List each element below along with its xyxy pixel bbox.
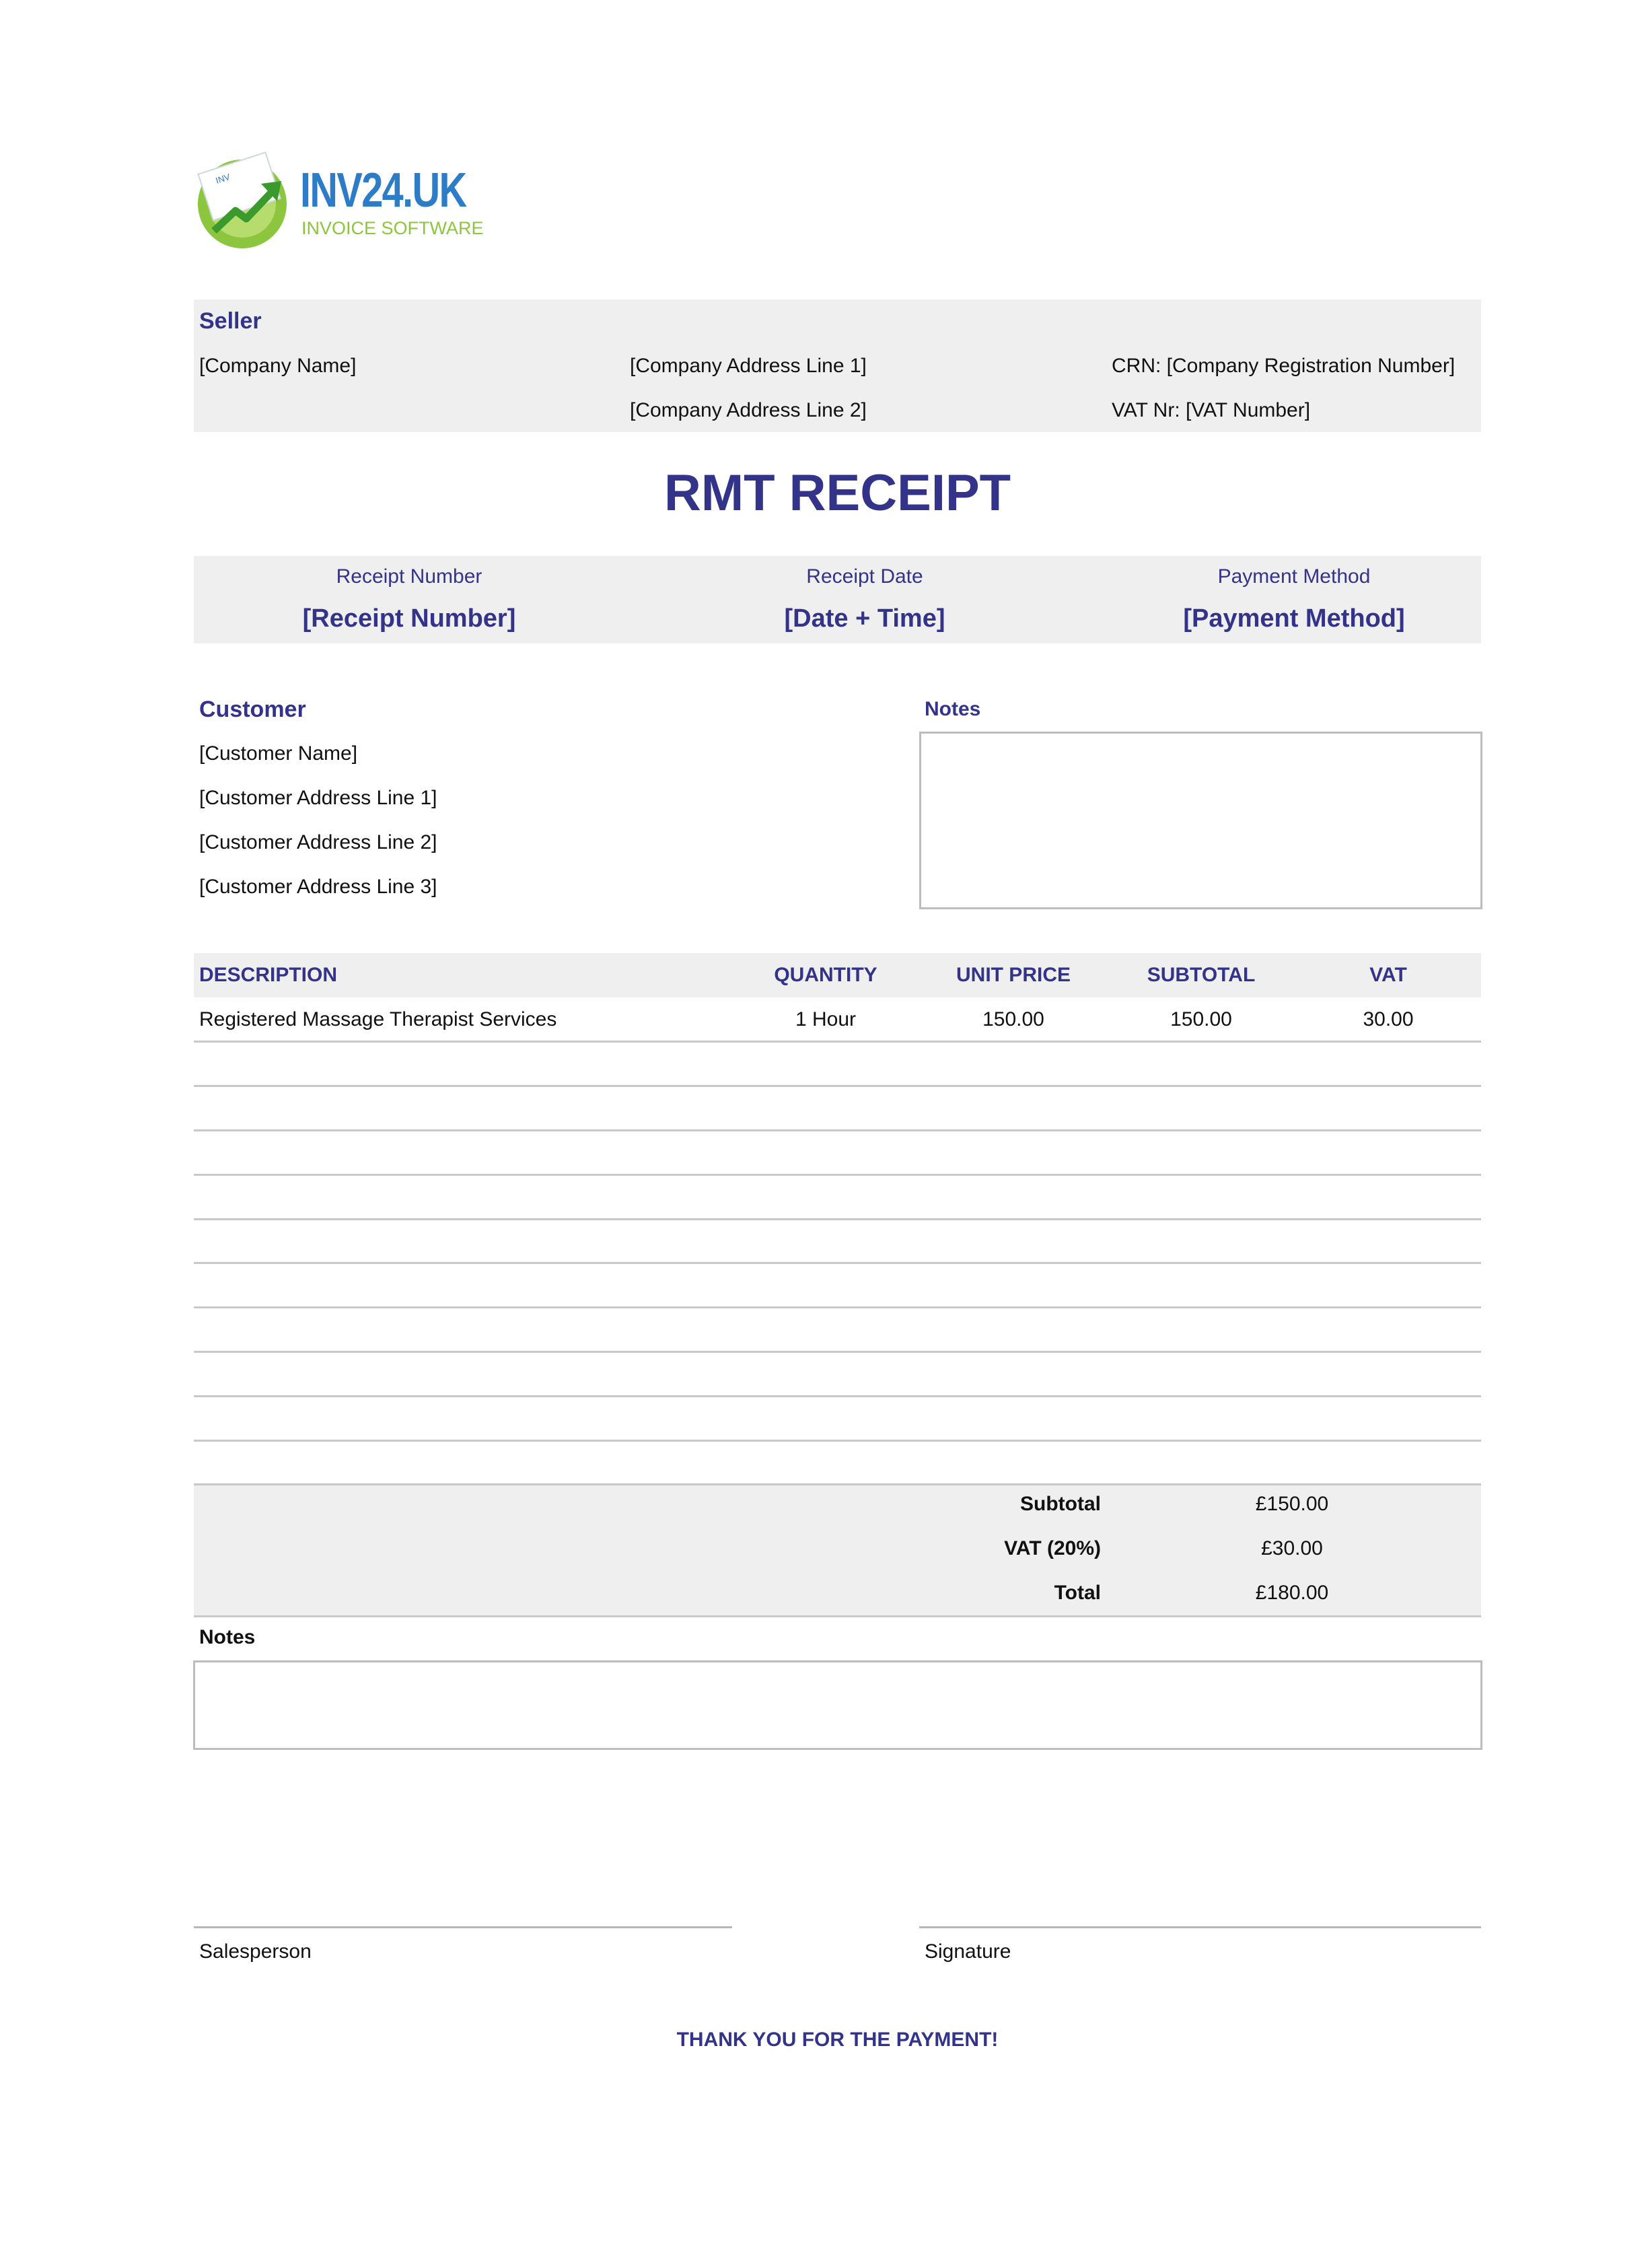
total-label: Total xyxy=(1054,1582,1101,1604)
vat-value: £30.00 xyxy=(1261,1537,1323,1559)
row-divider xyxy=(194,1306,1481,1308)
col-description-header: DESCRIPTION xyxy=(199,964,338,986)
receipt-date-value: [Date + Time] xyxy=(784,604,945,633)
col-subtotal-header: SUBTOTAL xyxy=(1147,964,1256,986)
logo-brand: INV24.UK xyxy=(300,164,466,217)
col-quantity-header: QUANTITY xyxy=(774,964,877,986)
seller-address-line1: [Company Address Line 1] xyxy=(630,355,867,377)
customer-address-line2: [Customer Address Line 2] xyxy=(199,831,437,853)
seller-company-name: [Company Name] xyxy=(199,355,357,377)
row-divider xyxy=(194,1440,1481,1442)
notes-bottom-label: Notes xyxy=(199,1626,256,1648)
seller-address-line2: [Company Address Line 2] xyxy=(630,399,867,421)
total-value: £180.00 xyxy=(1255,1582,1329,1604)
totals-top-line xyxy=(194,1483,1481,1485)
customer-address-line3: [Customer Address Line 3] xyxy=(199,876,437,898)
row-divider xyxy=(194,1174,1481,1176)
customer-name: [Customer Name] xyxy=(199,742,358,765)
row-divider xyxy=(194,1262,1481,1264)
seller-vat: VAT Nr: [VAT Number] xyxy=(1112,399,1311,421)
salesperson-line xyxy=(194,1926,732,1928)
row-vat: 30.00 xyxy=(1363,1008,1414,1030)
row-subtotal: 150.00 xyxy=(1170,1008,1232,1030)
logo-tagline: INVOICE SOFTWARE xyxy=(301,218,484,238)
logo-icon xyxy=(194,151,295,252)
notes-top-label: Notes xyxy=(925,698,981,720)
receipt-number-label: Receipt Number xyxy=(336,565,482,588)
notes-top-box[interactable] xyxy=(919,732,1482,909)
row-description: Registered Massage Therapist Services xyxy=(199,1008,557,1030)
receipt-number-value: [Receipt Number] xyxy=(302,604,516,633)
row-divider xyxy=(194,1085,1481,1087)
row-divider xyxy=(194,1351,1481,1353)
row-divider xyxy=(194,1129,1481,1131)
row-divider xyxy=(194,1218,1481,1220)
row-divider xyxy=(194,1395,1481,1397)
receipt-date-label: Receipt Date xyxy=(806,565,923,588)
vat-label: VAT (20%) xyxy=(1004,1537,1101,1559)
seller-crn: CRN: [Company Registration Number] xyxy=(1112,355,1456,377)
svg-text:INV: INV xyxy=(214,171,231,186)
notes-bottom-box[interactable] xyxy=(193,1660,1482,1750)
customer-address-line1: [Customer Address Line 1] xyxy=(199,787,437,809)
customer-heading: Customer xyxy=(199,697,306,722)
page-title: RMT RECEIPT xyxy=(663,464,1011,522)
thank-you-message: THANK YOU FOR THE PAYMENT! xyxy=(676,2029,999,2051)
row-quantity: 1 Hour xyxy=(795,1008,857,1030)
col-unit-price-header: UNIT PRICE xyxy=(956,964,1071,986)
logo xyxy=(194,151,490,252)
row-divider xyxy=(194,1041,1481,1043)
signature-line xyxy=(919,1926,1481,1928)
subtotal-label: Subtotal xyxy=(1020,1493,1101,1515)
payment-method-value: [Payment Method] xyxy=(1183,604,1405,633)
totals-bottom-line xyxy=(194,1615,1481,1617)
seller-heading: Seller xyxy=(199,308,262,334)
row-unit-price: 150.00 xyxy=(982,1008,1044,1030)
subtotal-value: £150.00 xyxy=(1255,1493,1329,1515)
col-vat-header: VAT xyxy=(1369,964,1407,986)
signature-label: Signature xyxy=(925,1940,1011,1963)
salesperson-label: Salesperson xyxy=(199,1940,312,1963)
table-row xyxy=(194,997,1481,1042)
payment-method-label: Payment Method xyxy=(1217,565,1371,588)
